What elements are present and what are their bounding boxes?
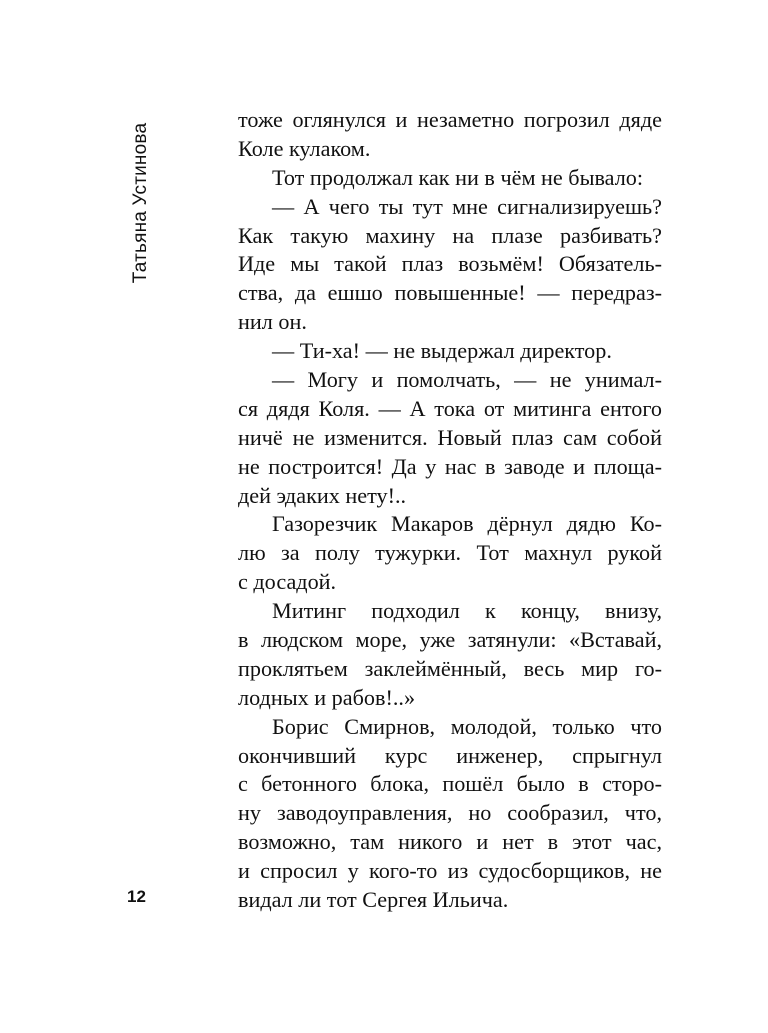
text-line: проклятьем заклеймённый, весь мир го- [238, 655, 662, 681]
text-line: окончивший курс инженер, спрыгнул [238, 742, 662, 768]
text-line: Иде мы такой плаз возьмём! Обязатель- [238, 251, 662, 277]
text-line: возможно, там никого и нет в этот час, [238, 829, 662, 855]
text-line: с бетонного блока, пошёл было в сторо- [238, 771, 662, 797]
text-line: ничё не изменится. Новый плаз сам собой [238, 424, 662, 450]
text-line: Коле кулаком. [238, 135, 371, 161]
text-line: Митинг подходил к концу, внизу, [272, 598, 662, 624]
text-line: дей эдаких нету!.. [238, 482, 407, 508]
text-line: видал ли тот Сергея Ильича. [238, 887, 509, 913]
text-line: ну заводоуправления, но сообразил, что, [238, 800, 662, 826]
running-head [131, 108, 151, 298]
text-line: Борис Смирнов, молодой, только что [272, 713, 662, 739]
running-head-author: Татьяна Устинова [130, 122, 152, 284]
text-line: — Ти-ха! — не выдержал директор. [272, 338, 612, 364]
text-line: в людском море, уже затянули: «Вставай, [238, 627, 662, 653]
body-text [238, 106, 662, 915]
text-line: лодных и рабов!..» [238, 684, 416, 710]
text-line: тоже оглянулся и незаметно погрозил дяде [238, 107, 662, 132]
text-line: — А чего ты тут мне сигнализируешь? [272, 193, 662, 219]
text-line: ся дядя Коля. — А тока от митинга ентого [238, 395, 662, 421]
page-number: 12 [127, 887, 146, 906]
text-line: Газорезчик Макаров дёрнул дядю Ко- [272, 511, 662, 537]
text-line: нил он. [238, 309, 307, 335]
text-line: лю за полу тужурки. Тот махнул рукой [238, 540, 662, 566]
text-line: Как такую махину на плазе разбивать? [238, 222, 662, 248]
text-line: ства, да ешшо повышенные! — передраз- [238, 280, 662, 306]
text-line: с досадой. [238, 569, 337, 595]
text-line: не построится! Да у нас в заводе и площа- [238, 453, 662, 479]
text-line: Тот продолжал как ни в чём не бывало: [272, 164, 644, 190]
text-line: и спросил у кого-то из судосборщиков, не [238, 858, 662, 884]
text-line: — Могу и помолчать, — не унимал- [272, 367, 662, 393]
